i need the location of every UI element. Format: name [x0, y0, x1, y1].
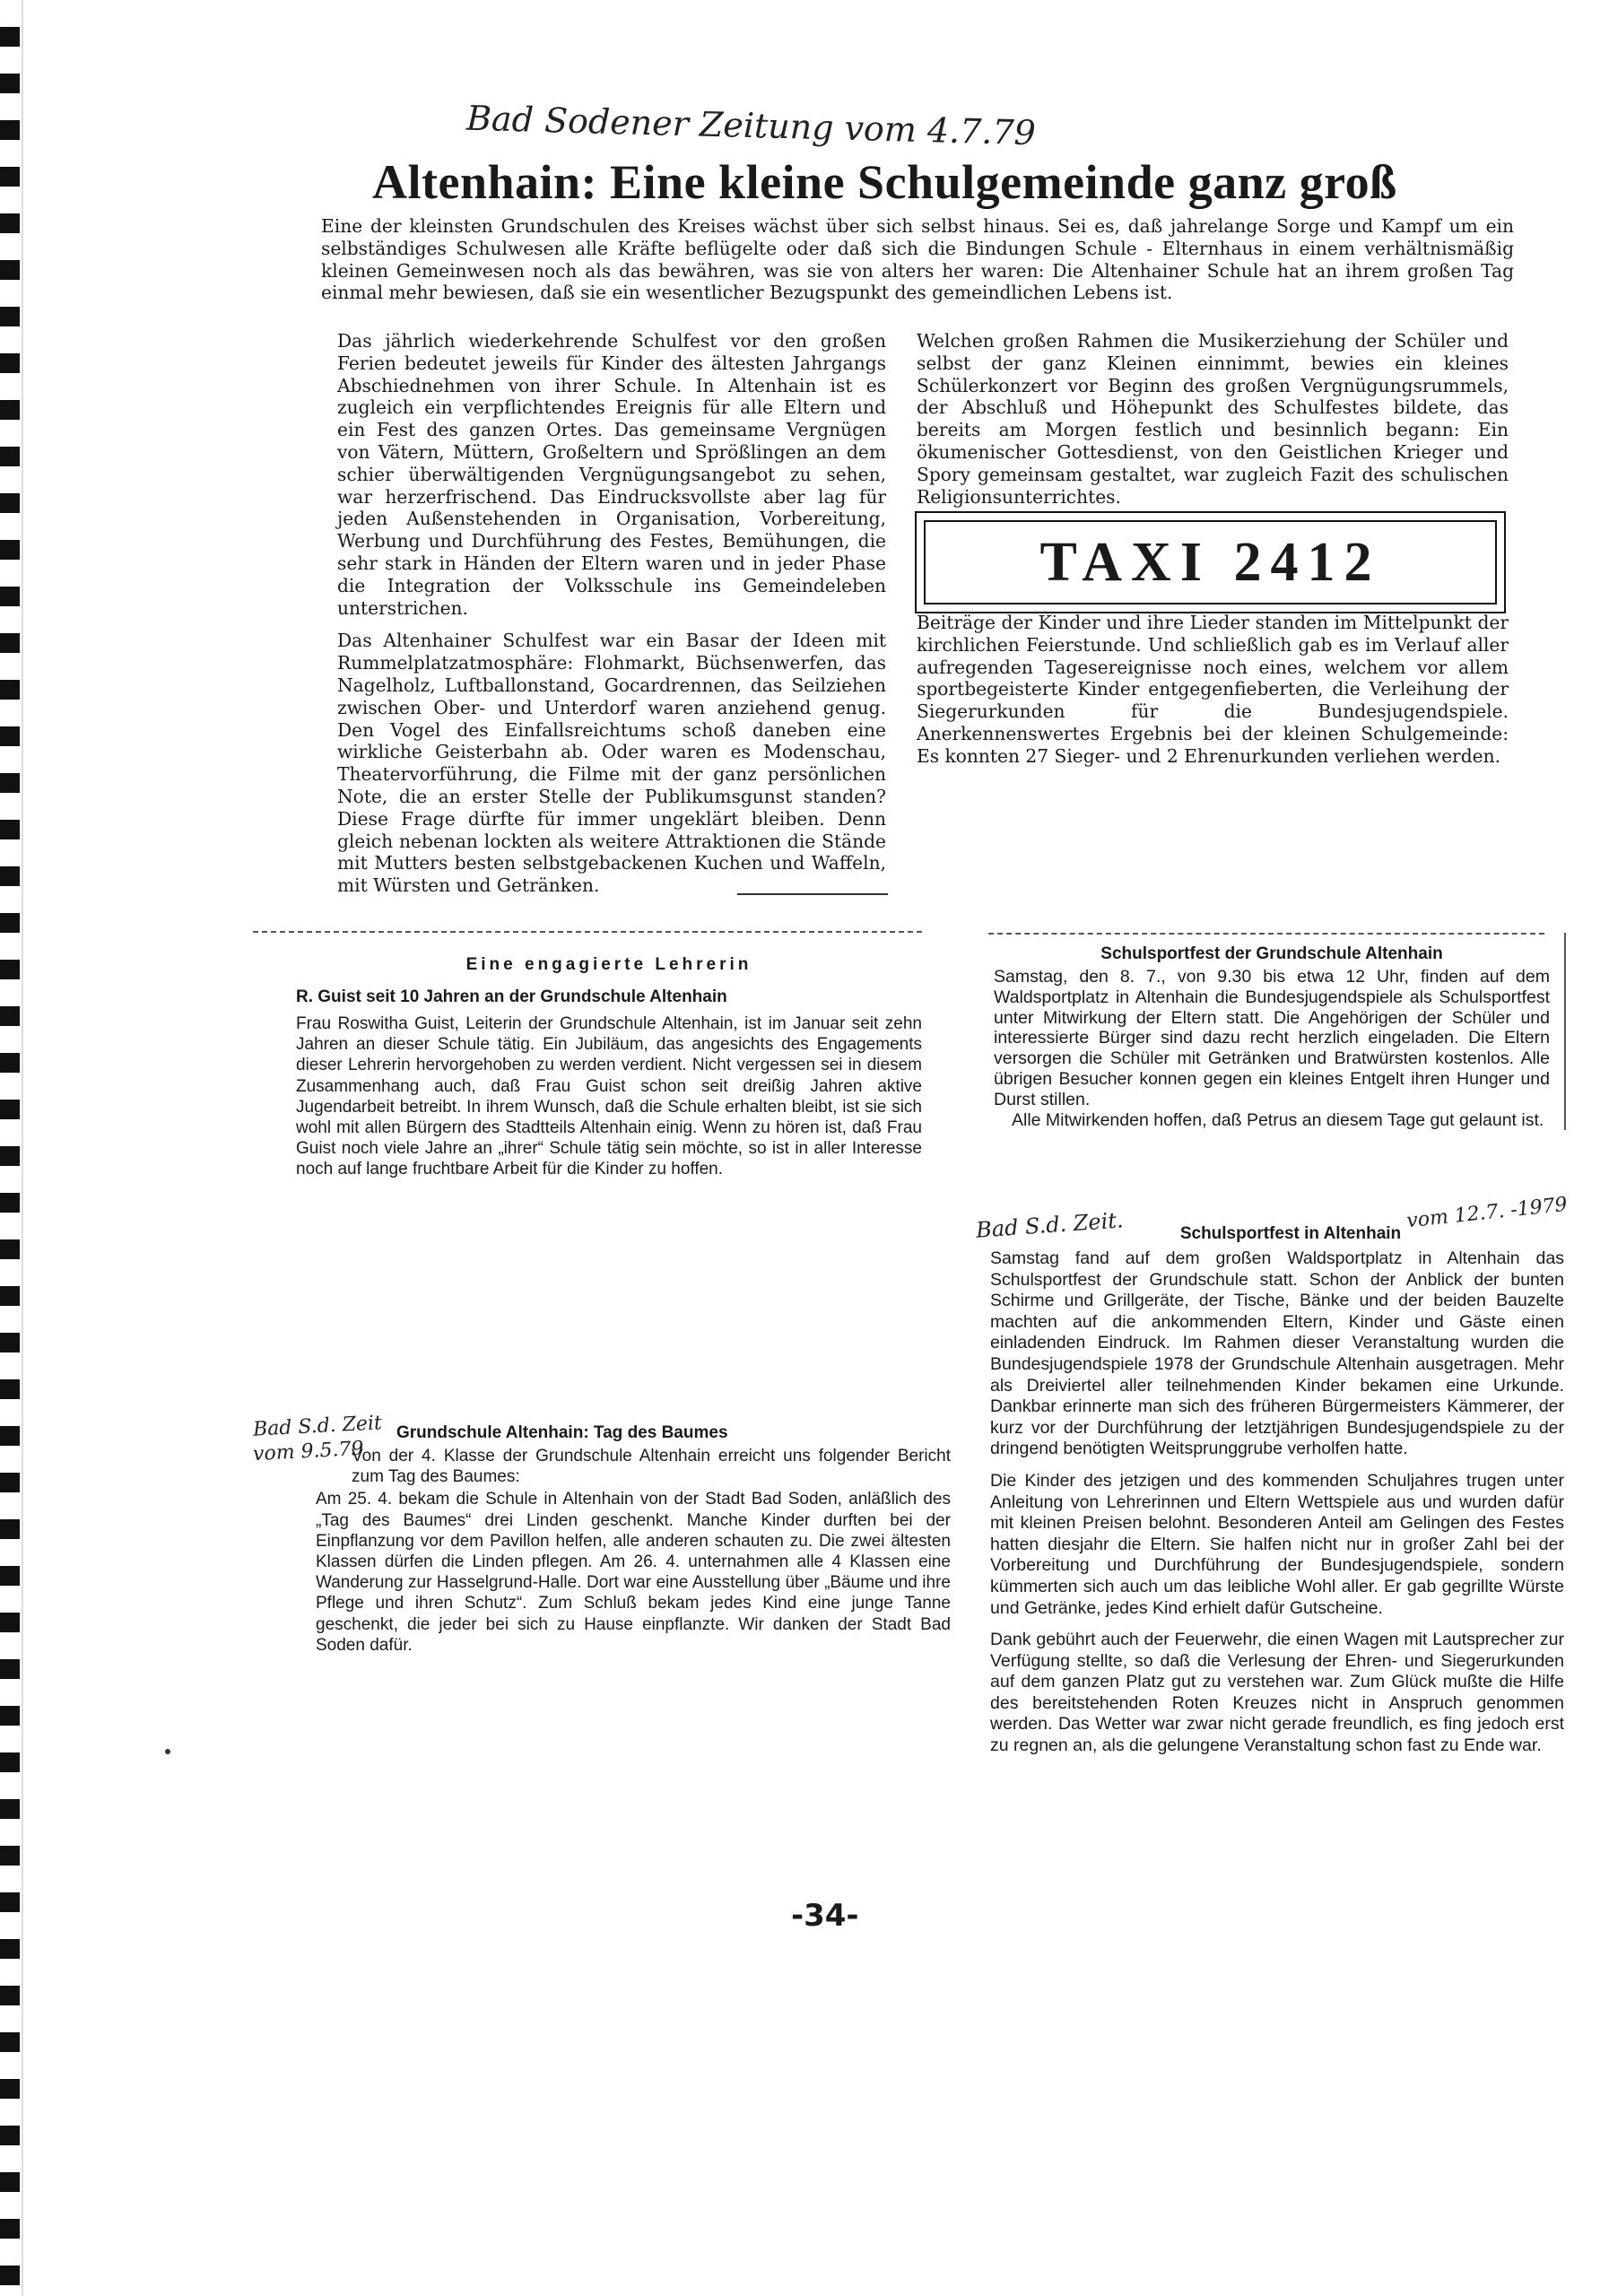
headline: Altenhain: Eine kleine Schulgemeinde ganz groß	[372, 155, 1397, 209]
article3-sportfest-announcement	[994, 944, 1550, 1130]
speck	[165, 1749, 170, 1754]
article1-paragraph: Beiträge der Kinder und ihre Lieder standen im Mittelpunkt der kirchlichen Feierstunde. Und schließlich gab es im Verlauf aller aufregenden Tagesereignisse noch eines, welchem vor allem sportbegeisterte Kinder entgegenfieberten, die Verleihung der Siegerurkunden für die Bundesjugendspiele. Anerkennenswertes Ergebnis bei der kleinen Schulgemeinde: Es konnten 27 Sieger- und 2 Ehrenurkunden verliehen werden.	[917, 612, 1509, 767]
article4-paragraph: Dank gebührt auch der Feuerwehr, die einen Wagen mit Lautsprecher zur Verfügung stellte, so daß die Verlesung der Ehren- und Siegerurkunden auf dem ganzen Platz gut zu verstehen war. Zum Glück mußte die Hilfe des bereitstehenden Roten Kreuzes nicht in Anspruch genommen werden. Das Wetter war zwar nicht gerade freundlich, es fing jedoch erst zu regnen an, als die gelungene Veranstaltung schon fast zu Ende war.	[990, 1630, 1564, 1756]
handwritten-date-note: vom 9.5.79	[252, 1437, 365, 1466]
handwritten-date-note: vom 12.7. -1979	[1405, 1193, 1569, 1233]
article1-column-right	[917, 330, 1509, 508]
taxi-advertisement	[915, 511, 1506, 613]
article5-body: Am 25. 4. bekam die Schule in Altenhain von der Stadt Bad Soden, anläßlich des „Tag des Baumes“ drei Linden geschenkt. Manche Kinder durften bei der Einpflanzung vor dem Pavillon helfen, alle anderen schauten zu. Die zwei ältesten Klassen dürfen die Linden pflegen. Am 26. 4. unternahmen alle 4 Klassen eine Wanderung zur Hasselgrund-Halle. Dort war eine Ausstellung über „Bäume und ihre Pflege und ihren Schutz“. Zum Schluß bekam jedes Kind eine junge Tanne geschenkt, die jeder bei sich zu Hause einpflanzte. Wir danken der Stadt Bad Soden dafür.	[316, 1490, 951, 1655]
article2-title: Eine engagierte Lehrerin	[465, 955, 752, 974]
article5-title: Grundschule Altenhain: Tag des Baumes	[396, 1423, 728, 1442]
binding-edge	[22, 0, 23, 2296]
article4-sportfest-report	[990, 1223, 1564, 1757]
article1-paragraph: Das Altenhainer Schulfest war ein Basar der Ideen mit Rummelplatzatmosphäre: Flohmarkt, Büchsenwerfen, das Nagelholz, Luftballonstand, Gocardrennen, das Seilziehen zwischen Ober- und Unterdorf waren anziehend genug. Den Vogel des Einfallsreichtums schoß daneben eine wirkliche Geisterbahn ab. Oder waren es Modenschau, Theatervorführung, die Filme mit der ganz persönlichen Note, die an erster Stelle der Publikumsgunst standen? Diese Frage dürfte für immer ungeklärt bleiben. Denn gleich nebenan lockten als weitere Attraktionen die Stände mit Mutters besten selbstgebackenen Kuchen und Waffeln, mit Würsten und Getränken.	[337, 630, 886, 897]
article4-title: Schulsportfest in Altenhain	[1179, 1224, 1402, 1243]
article4-paragraph: Samstag fand auf dem großen Waldsportplatz in Altenhain das Schulsportfest der Grundschule statt. Schon der Anblick der bunten Schirme und Grillgeräte, der Tische, Bänke und der beiden Bauzelte machten auf die ankommenden Eltern, Kinder und Gäste einen einladenden Eindruck. Im Rahmen dieser Veranstaltung wurden die Bundesjugendspiele 1978 der Grundschule Altenhain ausgetragen. Mehr als Dreiviertel aller teilnehmenden Kinder bekamen eine Urkunde. Dankbar erinnerte man sich des früheren Bürgermeisters Kämmerer, der kurz vor der Durchführung der letztjährigen Bundesjugendspiele zu der dringend benötigten Weitsprunggrube verholfen hatte.	[990, 1248, 1564, 1459]
article3-body: Samstag, den 8. 7., von 9.30 bis etwa 12 Uhr, finden auf dem Waldsportplatz in Altenhain die Bundesjugendspiele als Schulsportfest unter Mitwirkung der Eltern statt. Die Angehörigen der Schüler und interessierte Bürger sind dazu recht herzlich eingeladen. Die Eltern versorgen die Schüler mit Getränken und Bratwürsten kostenlos. Alle übrigen Besucher konnen gegen ein kleines Entgelt ihren Hunger und Durst stillen.	[994, 967, 1550, 1109]
clipping-edge	[253, 931, 922, 933]
article5-tag-des-baumes	[316, 1422, 951, 1656]
article1-paragraph: Welchen großen Rahmen die Musikerziehung der Schüler und selbst der ganz Kleinen einnimmt, bewies ein kleines Schülerkonzert vor Beginn des großen Vergnügungsrummels, der Abschluß und Höhepunkt des Schulfestes bildete, das bereits am Morgen festlich und besinnlich begann: Ein ökumenischer Gottesdienst, von den Geistlichen Krieger und Spory gemeinsam gestaltet, war zugleich Fazit des schulischen Religionsunterrichtes.	[917, 330, 1509, 508]
lead-paragraph	[321, 215, 1514, 304]
article1-paragraph: Das jährlich wiederkehrende Schulfest vor den großen Ferien bedeutet jeweils für Kinder des ältesten Jahrgangs Abschiednehmen von ihrer Schule. In Altenhain ist es zugleich ein verpflichtendes Ereignis für alle Eltern und ein Fest des ganzen Ortes. Das gemeinsame Vergnügen von Vätern, Müttern, Großeltern und Sprößlingen an dem schier überwältigenden Vergnügungsangebot zu sehen, war herzerfrischend. Das Eindrucksvollste aber lag für jeden Außenstehenden in Organisation, Vorbereitung, Werbung und Durchführung des Festes, Bemühungen, die sehr stark in Händen der Eltern waren und in jeder Phase die Integration der Volksschule ins Gemeindeleben unterstrichen.	[337, 330, 886, 619]
clipping-edge	[988, 933, 1544, 935]
handwritten-source-note: Bad Sodener Zeitung vom 4.7.79	[465, 98, 1037, 153]
clipping-edge-vertical	[1564, 933, 1566, 1130]
article3-closing: Alle Mitwirkenden hoffen, daß Petrus an diesem Tage gut gelaunt ist.	[1012, 1109, 1544, 1130]
taxi-ad-text: TAXI 2412	[924, 520, 1497, 604]
article1-column-left	[337, 330, 886, 897]
article2-lehrerin	[296, 938, 922, 1180]
page-number: -34-	[791, 1898, 859, 1934]
article1-column-right-continued	[917, 612, 1509, 768]
handwritten-source-note: Bad S.d. Zeit	[252, 1412, 383, 1441]
article2-subtitle: R. Guist seit 10 Jahren an der Grundschule Altenhain	[296, 987, 727, 1006]
lead-text: Eine der kleinsten Grundschulen des Kreises wächst über sich selbst hinaus. Sei es, daß jahrelange Sorge und Kampf um ein selbständiges Schulwesen alle Kräfte beflügelte oder daß sich die Bindungen Schule - Elternhaus in einem verhältnismäßig kleinen Gemeinwesen noch als das bewähren, was sie von alters her waren: Die Altenhainer Schule hat an ihrem großen Tag einmal mehr bewiesen, daß sie ein wesentlicher Bezugspunkt des gemeindlichen Lebens ist.	[321, 215, 1514, 304]
article4-paragraph: Die Kinder des jetzigen und des kommenden Schuljahres trugen unter Anleitung von Lehrerinnen und Eltern Wettspiele aus und wurden dafür mit kleinen Preisen belohnt. Besonderen Anteil am Gelingen des Festes hatten diesjahr die Eltern. Sie halfen nicht nur in großer Zahl bei der Vorbereitung und Durchführung der Bundesjugendspiele, sondern kümmerten sich auch um das leibliche Wohl aller. Er gab gegrillte Würste und Getränke, jedes Kind erhielt dafür Gutscheine.	[990, 1470, 1564, 1618]
article3-title: Schulsportfest der Grundschule Altenhain	[1100, 944, 1443, 963]
article-divider	[737, 893, 888, 895]
article5-intro: Von der 4. Klasse der Grundschule Altenhain erreicht uns folgender Bericht zum Tag des Baumes:	[352, 1447, 951, 1487]
article2-body: Frau Roswitha Guist, Leiterin der Grundschule Altenhain, ist im Januar seit zehn Jahren an dieser Schule tätig. Ein Jubiläum, das angesichts des Engagements dieser Lehrerin hervorgehoben zu werden verdient. Nicht vergessen sei in diesem Zusammenhang auch, daß Frau Guist schon seit dreißig Jahren aktive Jugendarbeit betreibt. In ihrem Wunsch, daß die Schule erhalten bleibt, ist sie sich wohl mit allen Bürgern des Stadtteils Altenhain einig. Wenn zu hören ist, daß Frau Guist noch viele Jahre an „ihrer“ Schule tätig sein möchte, so ist in aller Interesse noch auf lange fruchtbare Arbeit für die Kinder zu hoffen.	[296, 1014, 922, 1179]
handwritten-source-note: Bad S.d. Zeit.	[975, 1207, 1125, 1243]
spiral-binding	[0, 0, 20, 2296]
